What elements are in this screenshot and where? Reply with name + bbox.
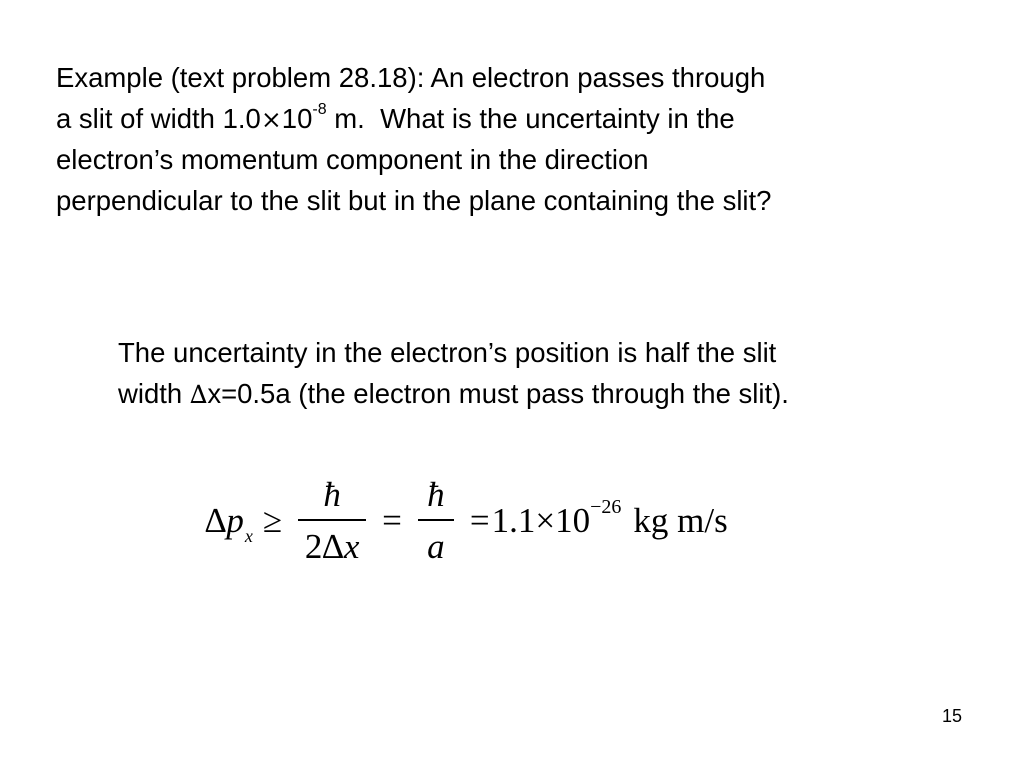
equals-operator-1: = [382,501,402,540]
times-symbol: × [260,104,282,134]
fraction-1-bar [298,519,366,521]
problem-line-2 [56,99,986,141]
result-mantissa: 1.1×10 [491,501,591,540]
equation-lhs [205,501,253,546]
fraction-hbar-over-2dx [298,475,366,567]
fraction-1-denominator [301,527,363,567]
equals-operator-2: = [469,501,490,540]
problem-line-3: electron’s momentum component in the direction [56,144,649,175]
fraction-2-bar [418,519,454,521]
result-value [491,496,622,541]
result-exponent: −26 [590,496,622,519]
solution-text [118,333,998,415]
solution-line-2-start: width [118,377,190,409]
den-delta: ∆ [322,527,344,566]
geq-operator: ≥ [262,501,283,540]
lhs-momentum: p [226,501,244,540]
problem-statement [56,58,986,221]
solution-line-2 [118,374,998,416]
lhs-subscript: x [244,526,253,546]
solution-line-2-end: x=0.5a (the electron must pass through the slit). [207,377,789,409]
den-x: x [343,527,360,566]
page-number: 15 [941,706,962,726]
fraction-1-numerator: ħ [323,475,341,514]
problem-line-2-end: m. What is the uncertainty in the [326,102,735,134]
fraction-2-numerator: ħ [427,475,445,514]
delta-symbol: ∆ [189,379,208,409]
fraction-2-denominator: a [427,527,445,566]
result-unit: kg m/s [633,501,728,540]
lhs-delta: ∆ [205,501,227,540]
solution-line-1: The uncertainty in the electron’s position is half the slit [118,337,777,368]
problem-line-4: perpendicular to the slit but in the plane containing the slit? [56,184,772,216]
problem-line-1: Example (text problem 28.18): An electron passes through [56,62,766,93]
uncertainty-equation [205,466,805,576]
problem-line-2-start: a slit of width 1.0 [56,102,261,134]
exponent-base: 10 [281,102,313,134]
slit-width-exponent: -8 [312,101,327,119]
fraction-hbar-over-a [418,475,454,567]
den-two: 2 [304,527,323,566]
